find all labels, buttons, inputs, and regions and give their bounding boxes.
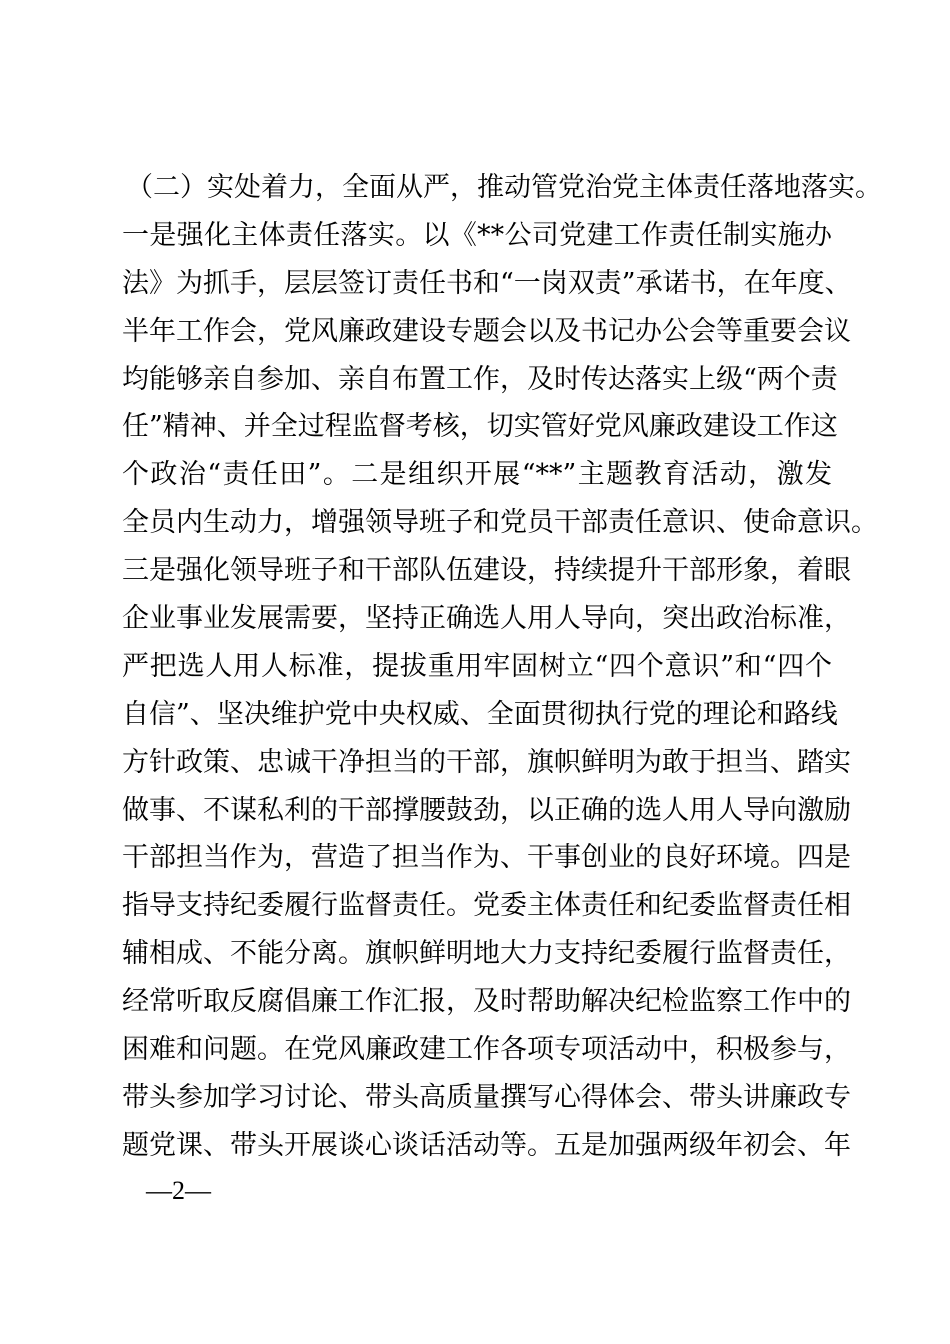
text-line: 三是强化领导班子和干部队伍建设，持续提升干部形象，着眼	[122, 555, 851, 587]
text-line: 题党课、带头开展谈心谈话活动等。五是加强两级年初会、年	[122, 1129, 851, 1161]
text-line: 均能够亲自参加、亲自布置工作，及时传达落实上级“两个责	[122, 363, 838, 395]
text-line: 任”精神、并全过程监督考核，切实管好党风廉政建设工作这	[122, 411, 838, 443]
body-paragraph	[122, 164, 882, 1170]
text-line: 经常听取反腐倡廉工作汇报，及时帮助解决纪检监察工作中的	[122, 986, 851, 1018]
text-line: 个政治“责任田”。二是组织开展“**”主题教育活动，激发	[122, 459, 832, 491]
text-line: 带头参加学习讨论、带头高质量撰写心得体会、带头讲廉政专	[122, 1081, 851, 1113]
text-line: 干部担当作为，营造了担当作为、干事创业的良好环境。四是	[122, 842, 851, 874]
text-line: 困难和问题。在党风廉政建工作各项专项活动中，积极参与，	[122, 1034, 851, 1066]
section-heading-line: （二）实处着力，全面从严，推动管党治党主体责任落地落实。	[126, 172, 882, 203]
text-line: 自信”、坚决维护党中央权威、全面贯彻执行党的理论和路线	[122, 698, 838, 730]
text-line: 方针政策、忠诚干净担当的干部，旗帜鲜明为敢于担当、踏实	[122, 746, 851, 778]
page-number: —2—	[146, 1176, 211, 1205]
text-line: 企业事业发展需要，坚持正确选人用人导向，突出政治标准，	[122, 603, 851, 635]
text-line: 辅相成、不能分离。旗帜鲜明地大力支持纪委履行监督责任，	[122, 938, 851, 970]
text-line: 做事、不谋私利的干部撑腰鼓劲，以正确的选人用人导向激励	[122, 794, 851, 826]
text-line: 严把选人用人标准，提拔重用牢固树立“四个意识”和“四个	[122, 650, 832, 682]
text-line: 一是强化主体责任落实。以《**公司党建工作责任制实施办	[122, 219, 832, 251]
text-line: 全员内生动力，增强领导班子和党员干部责任意识、使命意识。	[122, 507, 878, 539]
text-line: 法》为抓手，层层签订责任书和“一岗双责”承诺书，在年度、	[122, 267, 852, 299]
text-line: 指导支持纪委履行监督责任。党委主体责任和纪委监督责任相	[122, 890, 851, 922]
text-line: 半年工作会，党风廉政建设专题会以及书记办公会等重要会议	[122, 315, 851, 347]
